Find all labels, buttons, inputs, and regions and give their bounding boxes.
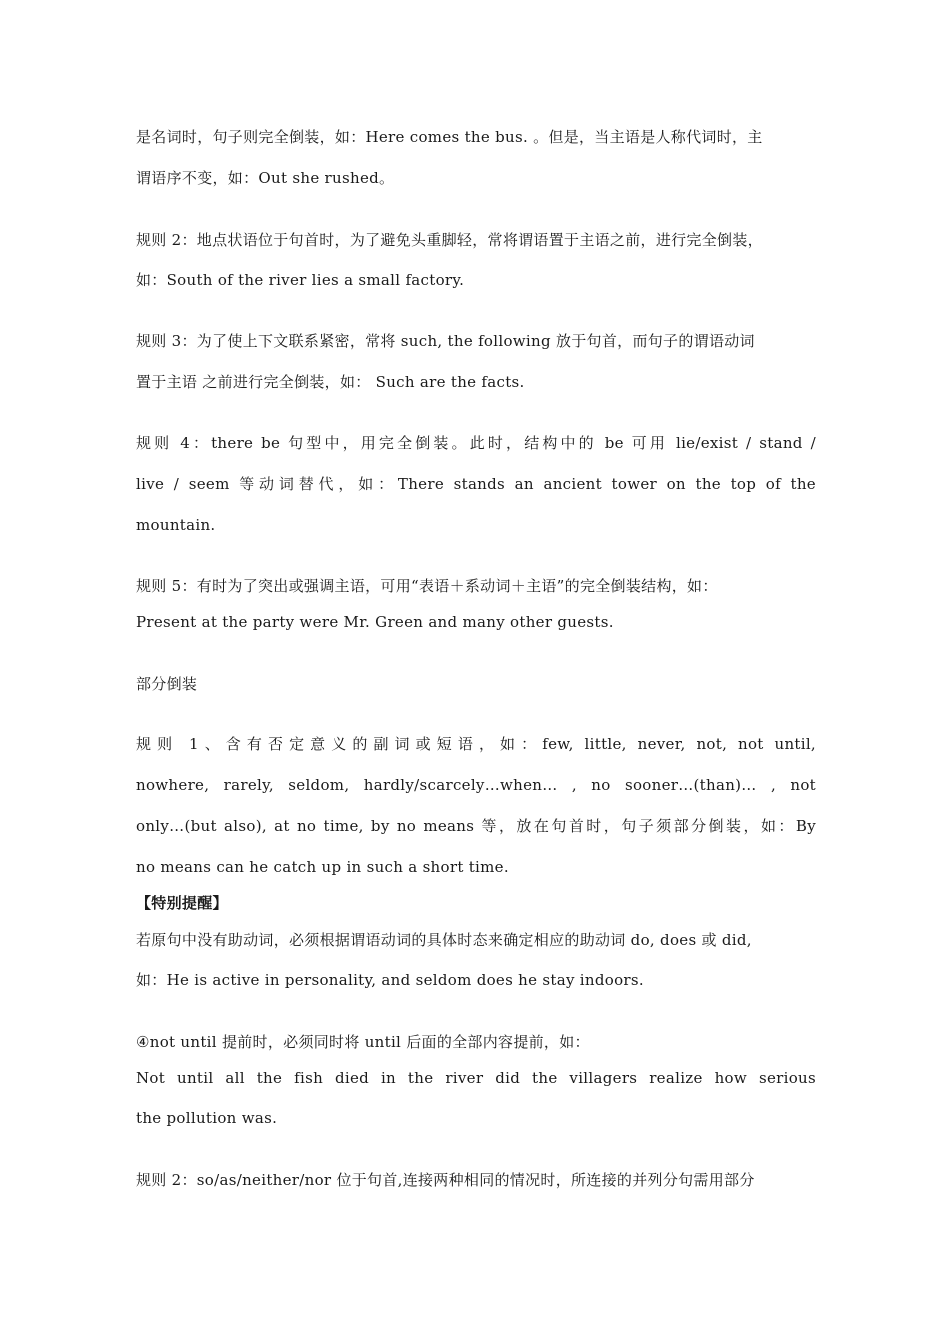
partial-rule1-line-2: nowhere, rarely, seldom, hardly/scarcely…when… , no sooner…(than)… , not	[136, 776, 816, 794]
reminder-line-2: 如：He is active in personality, and seldom does he stay indoors.	[136, 971, 644, 989]
rule4-line-2: live / seem 等动词替代，如：There stands an ancient tower on the top of the	[136, 475, 816, 493]
intro-line-1: 是名词时，句子则完全倒装，如：Here comes the bus. 。但是，当主语是人称代词时，主	[136, 128, 763, 146]
partial-rule2-line-1: 规则 2：so/as/neither/nor 位于句首,连接两种相同的情况时，所连接的并列分句需用部分	[136, 1171, 755, 1189]
not-until-line-2: Not until all the fish died in the river did the villagers realize how serious	[136, 1069, 816, 1087]
rule2-line-2: 如：South of the river lies a small factory.	[136, 271, 465, 289]
not-until-line-1: ④not until 提前时，必须同时将 until 后面的全部内容提前，如：	[136, 1033, 590, 1051]
partial-rule1-line-1: 规则 1、含有否定意义的副词或短语，如：few, little, never, not, not until,	[136, 735, 816, 753]
rule3-line-1: 规则 3：为了使上下文联系紧密，常将 such, the following 放于句首，而句子的谓语动词	[136, 332, 755, 350]
rule3-line-2: 置于主语 之前进行完全倒装，如： Such are the facts.	[136, 373, 525, 391]
rule2-line-1: 规则 2：地点状语位于句首时，为了避免头重脚轻，常将谓语置于主语之前，进行完全倒装，	[136, 231, 763, 249]
rule5-line-2: Present at the party were Mr. Green and many other guests.	[136, 613, 614, 631]
rule4-line-3: mountain.	[136, 516, 216, 534]
rule5-line-1: 规则 5：有时为了突出或强调主语，可用“表语＋系动词＋主语”的完全倒装结构，如：	[136, 577, 718, 595]
special-reminder-heading: 【特别提醒】	[136, 894, 228, 912]
rule4-line-1: 规则 4：there be 句型中，用完全倒装。此时，结构中的 be 可用 lie/exist / stand /	[136, 434, 816, 452]
intro-line-2: 谓语序不变，如：Out she rushed。	[136, 169, 395, 187]
partial-rule1-line-4: no means can he catch up in such a short time.	[136, 858, 509, 876]
partial-rule1-line-3: only…(but also), at no time, by no means 等，放在句首时，句子须部分倒装，如：By	[136, 817, 816, 835]
partial-inversion-heading: 部分倒装	[136, 675, 198, 693]
reminder-line-1: 若原句中没有助动词，必须根据谓语动词的具体时态来确定相应的助动词 do, does 或 did,	[136, 931, 752, 949]
not-until-line-3: the pollution was.	[136, 1109, 278, 1127]
